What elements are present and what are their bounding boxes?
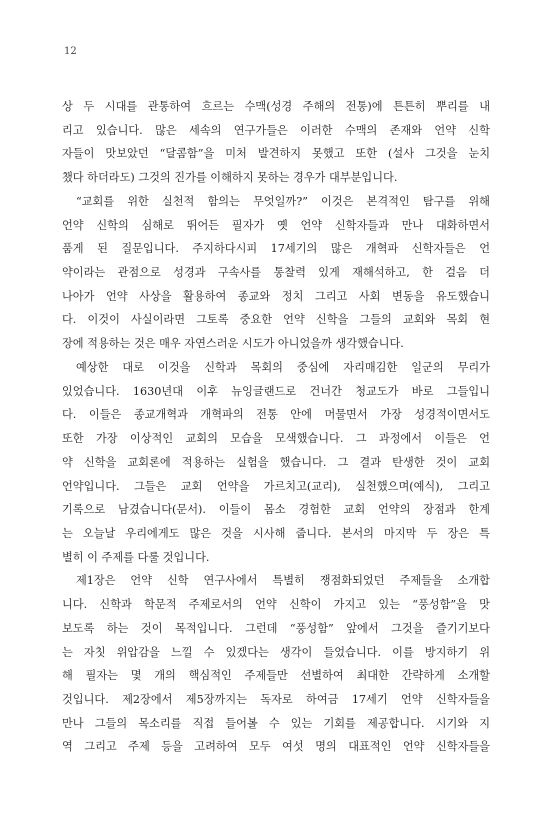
text-line: 니다. 신학과 학문적 주제로서의 언약 신학이 가지고 있는 “풍성함”을 맛	[62, 598, 490, 612]
text-line: 다. 이들은 종교개혁과 개혁파의 전통 안에 머물면서 가장 성경적이면서도	[62, 408, 490, 422]
body-text	[62, 95, 490, 759]
text-line: 품게 된 질문입니다. 주지하다시피 17세기의 많은 개혁파 신학자들은 언	[62, 242, 490, 256]
text-line: 언약 신학의 심해로 뛰어든 필자가 옛 언약 신학자들과 만나 대화하면서	[62, 218, 490, 232]
text-line: 상 두 시대를 관통하여 흐르는 수맥(성경 주해의 전통)에 튼튼히 뿌리를 내	[62, 100, 490, 113]
text-line: 만나 그들의 목소리를 직접 들어볼 수 있는 기회를 제공합니다. 시기와 지	[62, 716, 490, 730]
text-line: 자들이 맛보았던 “달콤함”을 미처 발견하지 못했고 또한 (설사 그것을 눈치	[62, 147, 490, 161]
text-line: 해 필자는 몇 개의 핵심적인 주제들만 선별하여 최대한 간략하게 소개할	[62, 669, 490, 683]
text-line: 것입니다. 제2장에서 제5장까지는 독자로 하여금 17세기 언약 신학자들을	[62, 692, 490, 706]
text-line: 언약입니다. 그들은 교회 언약을 가르치고(교리), 실천했으며(예식), 그리고	[62, 479, 490, 493]
text-line: 예상한 대로 이것을 신학과 목회의 중심에 자리매김한 일군의 무리가	[76, 360, 490, 374]
text-line: 역 그리고 주제 등을 고려하여 모두 여섯 명의 대표적인 언약 신학자들을	[62, 740, 490, 754]
text-line: 약 신학을 교회론에 적용하는 실험을 했습니다. 그 결과 탄생한 것이 교회	[62, 455, 490, 469]
text-line: 는 오늘날 우리에게도 많은 것을 시사해 줍니다. 본서의 마지막 두 장은 특	[62, 526, 490, 540]
text-line: 별히 이 주제를 다룰 것입니다.	[62, 550, 210, 564]
text-line: 나아가 언약 사상을 활용하여 종교와 정치 그리고 사회 변동을 유도했습니	[62, 289, 490, 303]
text-line: 제1장은 언약 신학 연구사에서 특별히 쟁점화되었던 주제들을 소개합	[76, 574, 490, 588]
page-number: 12	[64, 46, 77, 57]
text-line: 보도록 하는 것이 목적입니다. 그런데 “풍성함” 앞에서 그것을 즐기기보다	[62, 621, 490, 635]
text-line: 약이라는 관점으로 성경과 구속사를 통찰력 있게 재해석하고, 한 걸음 더	[62, 266, 490, 280]
text-line: “교회를 위한 실천적 함의는 무엇일까?” 이것은 본격적인 탐구를 위해	[76, 194, 490, 208]
text-line: 또한 가장 이상적인 교회의 모습을 모색했습니다. 그 과정에서 이들은 언	[62, 432, 490, 446]
text-line: 장에 적용하는 것은 매우 자연스러운 시도가 아니었을까 생각했습니다.	[62, 337, 404, 351]
text-line: 있었습니다. 1630년대 이후 뉴잉글랜드로 건너간 청교도가 바로 그들입니	[62, 384, 490, 398]
text-line: 는 자칫 위압감을 느낄 수 있겠다는 생각이 들었습니다. 이를 방지하기 위	[62, 645, 490, 659]
text-line: 챘다 하더라도) 그것의 진가를 이해하지 못하는 경우가 대부분입니다.	[62, 171, 398, 185]
text-line: 기록으로 남겼습니다(문서). 이들이 몸소 경험한 교회 언약의 장점과 한계	[62, 503, 490, 517]
text-line: 다. 이것이 사실이라면 그토록 중요한 언약 신학을 그들의 교회와 목회 현	[62, 313, 490, 327]
text-line: 리고 있습니다. 많은 세속의 연구가들은 이러한 수맥의 존재와 언약 신학	[62, 123, 490, 137]
